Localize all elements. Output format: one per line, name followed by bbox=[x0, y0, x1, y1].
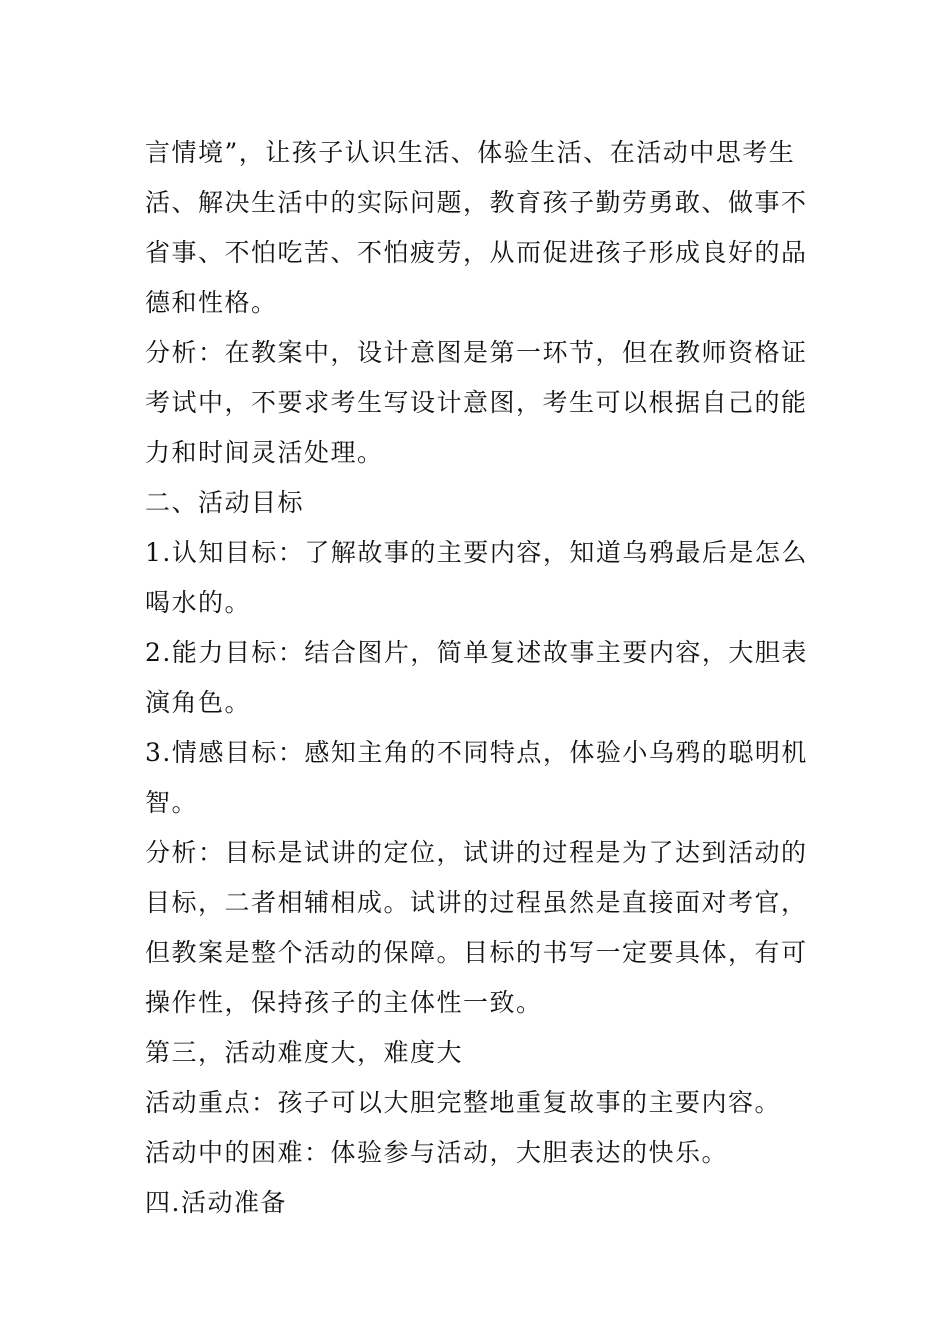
text-line: 言情境”，让孩子认识生活、体验生活、在活动中思考生 bbox=[145, 138, 796, 167]
goal-item-line: 演角色。 bbox=[145, 688, 252, 717]
goal-item-line: 3.情感目标：感知主角的不同特点，体验小乌鸦的聪明机 bbox=[145, 738, 808, 767]
analysis-paragraph-line: 力和时间灵活处理。 bbox=[145, 438, 384, 467]
analysis-paragraph-line: 但教案是整个活动的保障。目标的书写一定要具体，有可 bbox=[145, 938, 808, 967]
analysis-paragraph-line: 目标，二者相辅相成。试讲的过程虽然是直接面对考官， bbox=[145, 888, 808, 917]
analysis-paragraph-line: 考试中，不要求考生写设计意图，考生可以根据自己的能 bbox=[145, 388, 808, 417]
section-heading-difficulty: 第三，活动难度大，难度大 bbox=[145, 1038, 464, 1067]
text-line: 德和性格。 bbox=[145, 288, 278, 317]
goal-item-line: 喝水的。 bbox=[145, 588, 252, 617]
text-line: 活、解决生活中的实际问题，教育孩子勤劳勇敢、做事不 bbox=[145, 188, 808, 217]
analysis-paragraph-line: 分析：在教案中，设计意图是第一环节，但在教师资格证 bbox=[145, 338, 808, 367]
section-heading-activity-goals: 二、活动目标 bbox=[145, 488, 305, 517]
difficulty-line: 活动中的困难：体验参与活动，大胆表达的快乐。 bbox=[145, 1138, 729, 1167]
goal-item-line: 智。 bbox=[145, 788, 199, 817]
document-body bbox=[145, 128, 810, 1228]
analysis-paragraph-line: 分析：目标是试讲的定位，试讲的过程是为了达到活动的 bbox=[145, 838, 808, 867]
goal-item-line: 1.认知目标：了解故事的主要内容，知道乌鸦最后是怎么 bbox=[145, 538, 808, 567]
text-line: 省事、不怕吃苦、不怕疲劳，从而促进孩子形成良好的品 bbox=[145, 238, 808, 267]
goal-item-line: 2.能力目标：结合图片，简单复述故事主要内容，大胆表 bbox=[145, 638, 808, 667]
key-point-line: 活动重点：孩子可以大胆完整地重复故事的主要内容。 bbox=[145, 1088, 782, 1117]
section-heading-preparation: 四.活动准备 bbox=[145, 1188, 287, 1217]
analysis-paragraph-line: 操作性，保持孩子的主体性一致。 bbox=[145, 988, 543, 1017]
